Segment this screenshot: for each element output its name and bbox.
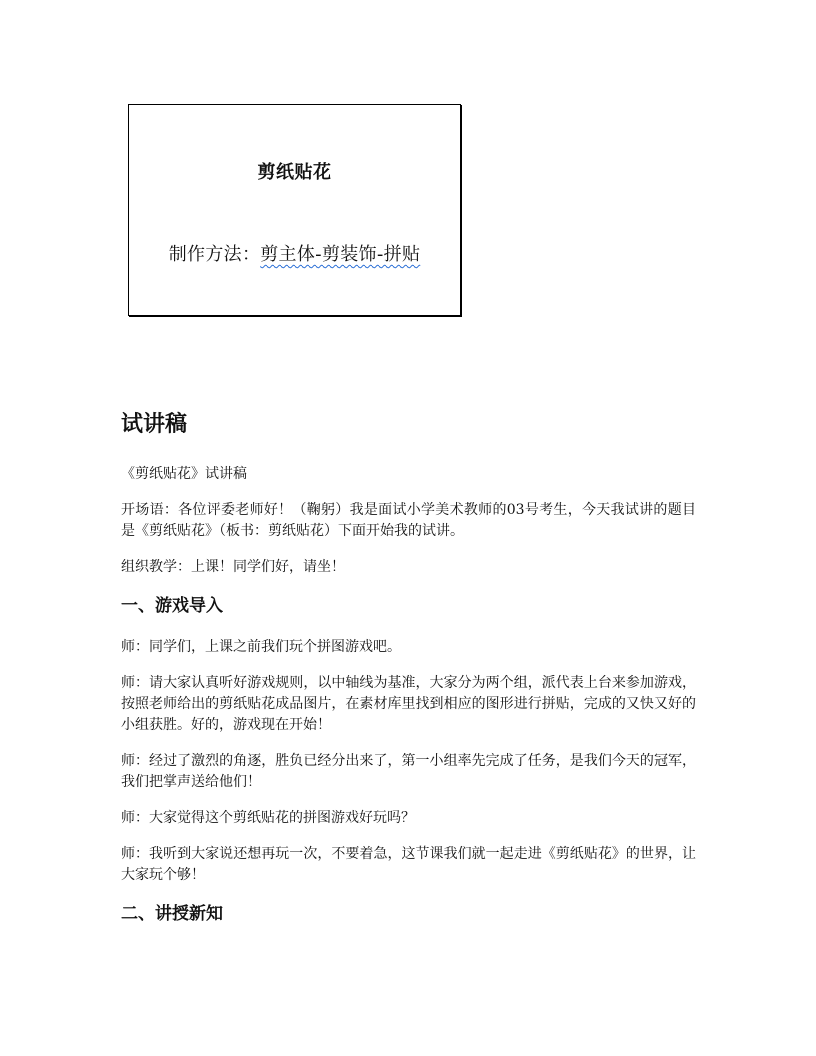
section-heading-1: 一、游戏导入 bbox=[121, 596, 223, 616]
paragraph-1: 师：同学们，上课之前我们玩个拼图游戏吧。 bbox=[121, 639, 401, 655]
board-method bbox=[129, 240, 460, 266]
board-title: 剪纸贴花 bbox=[257, 162, 332, 183]
document-body bbox=[121, 408, 696, 945]
section-heading-2: 二、讲授新知 bbox=[121, 904, 223, 924]
organize-paragraph: 组织教学：上课！同学们好，请坐！ bbox=[121, 559, 345, 575]
board-method-value: 剪主体-剪装饰-拼贴 bbox=[260, 244, 421, 265]
board-method-label: 制作方法： bbox=[168, 244, 261, 265]
paragraph-4: 师：大家觉得这个剪纸贴花的拼图游戏好玩吗？ bbox=[121, 810, 415, 826]
blackboard-box bbox=[128, 104, 461, 316]
paragraph-2: 师：请大家认真听好游戏规则，以中轴线为基准，大家分为两个组，派代表上台来参加游戏，按照老师给出的剪纸贴花成品图片，在素材库里找到相应的图形进行拼贴，完成的又快又好的小组获胜。好的，游戏现在开始！ bbox=[121, 675, 696, 733]
paragraph-3: 师：经过了激烈的角逐，胜负已经分出来了，第一小组率先完成了任务，是我们今天的冠军，我们把掌声送给他们！ bbox=[121, 753, 696, 790]
opening-paragraph: 开场语：各位评委老师好！（鞠躬）我是面试小学美术教师的03号考生，今天我试讲的题目是《剪纸贴花》（板书：剪纸贴花）下面开始我的试讲。 bbox=[121, 502, 696, 539]
paragraph-5: 师：我听到大家说还想再玩一次，不要着急，这节课我们就一起走进《剪纸贴花》的世界，让大家玩个够！ bbox=[121, 846, 696, 883]
document-subtitle: 《剪纸贴花》试讲稿 bbox=[121, 466, 247, 482]
document-title: 试讲稿 bbox=[121, 412, 188, 437]
